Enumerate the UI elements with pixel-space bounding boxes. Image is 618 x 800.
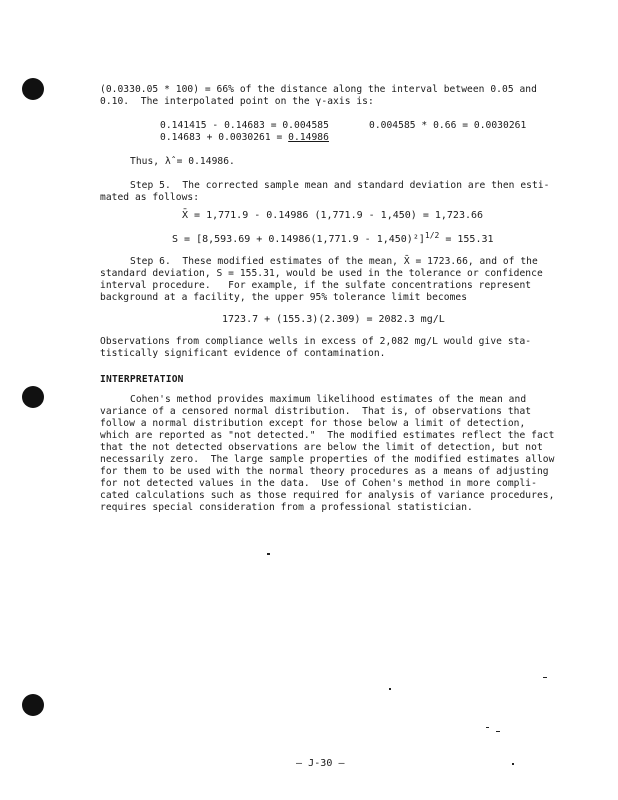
interp-para-line-10: requires special consideration from a professional statistician. — [100, 502, 473, 513]
interp-left-2-prefix: 0.14683 + 0.0030261 = — [160, 132, 289, 143]
binder-hole-2 — [22, 386, 44, 408]
thus-line: Thus, λ̂ = 0.14986. — [130, 156, 235, 167]
step6-line-2: standard deviation, S = 155.31, would be used in the tolerance or confidence — [100, 268, 543, 279]
observations-line-2: tistically significant evidence of contamination. — [100, 348, 386, 359]
step6-line-3: interval procedure. For example, if the sulfate concentrations represent — [100, 280, 532, 291]
interp-para-line-8: for not detected values in the data. Use of Cohen's method in more compli- — [100, 478, 537, 489]
equation-sd-tail: = 155.31 — [439, 234, 494, 245]
scan-speck — [267, 553, 270, 555]
scan-speck — [486, 727, 489, 728]
interp-right-1: 0.004585 * 0.66 = 0.0030261 — [369, 120, 527, 131]
interp-para-line-6: necessarily zero. The large sample properties of the modified estimates allow — [100, 454, 555, 465]
scan-speck — [512, 763, 514, 765]
page-number: — J-30 — — [296, 758, 345, 769]
interp-result: 0.14986 — [288, 132, 329, 143]
step5-line-2: mated as follows: — [100, 192, 200, 203]
interp-para-line-4: which are reported as "not detected." The modified estimates reflect the fact — [100, 430, 555, 441]
step5-line-1: Step 5. The corrected sample mean and standard deviation are then esti- — [130, 180, 550, 191]
interp-para-line-9: cated calculations such as those required for analysis of variance procedures, — [100, 490, 555, 501]
equation-sd-main: S = [8,593.69 + 0.14986(1,771.9 - 1,450)²] — [172, 234, 425, 245]
interp-para-line-5: that the not detected observations are below the limit of detection, but not — [100, 442, 543, 453]
equation-sd-exponent: 1/2 — [424, 231, 440, 240]
interp-left-2 — [160, 132, 329, 144]
interp-left-1: 0.141415 - 0.14683 = 0.004585 — [160, 120, 329, 131]
interp-para-line-2: variance of a censored normal distribution. That is, of observations that — [100, 406, 532, 417]
scan-speck — [389, 688, 391, 690]
scan-speck — [496, 731, 500, 732]
scan-speck — [543, 677, 547, 678]
interp-para-line-1: Cohen's method provides maximum likelihood estimates of the mean and — [130, 394, 527, 405]
equation-tolerance-limit: 1723.7 + (155.3)(2.309) = 2082.3 mg/L — [222, 314, 445, 325]
interp-para-line-3: follow a normal distribution except for those below a limit of detection, — [100, 418, 526, 429]
step6-line-4: background at a facility, the upper 95% tolerance limit becomes — [100, 292, 468, 303]
page-number-text: J-30 — [308, 758, 333, 769]
binder-hole-3 — [22, 694, 44, 716]
interp-para-line-7: for them to be used with the normal theory procedures as a means of adjusting — [100, 466, 549, 477]
intro-line-2: 0.10. The interpolated point on the γ-axis is: — [100, 96, 374, 107]
section-heading: INTERPRETATION — [100, 374, 184, 385]
equation-sd — [172, 231, 494, 246]
step6-line-1: Step 6. These modified estimates of the mean, X̄ = 1723.66, and of the — [130, 256, 538, 267]
binder-hole-1 — [22, 78, 44, 100]
observations-line-1: Observations from compliance wells in excess of 2,082 mg/L would give sta- — [100, 336, 532, 347]
equation-mean: X̄ = 1,771.9 - 0.14986 (1,771.9 - 1,450) = 1,723.66 — [182, 210, 484, 221]
intro-line-1: (0.0330.05 * 100) = 66% of the distance along the interval between 0.05 and — [100, 84, 537, 95]
